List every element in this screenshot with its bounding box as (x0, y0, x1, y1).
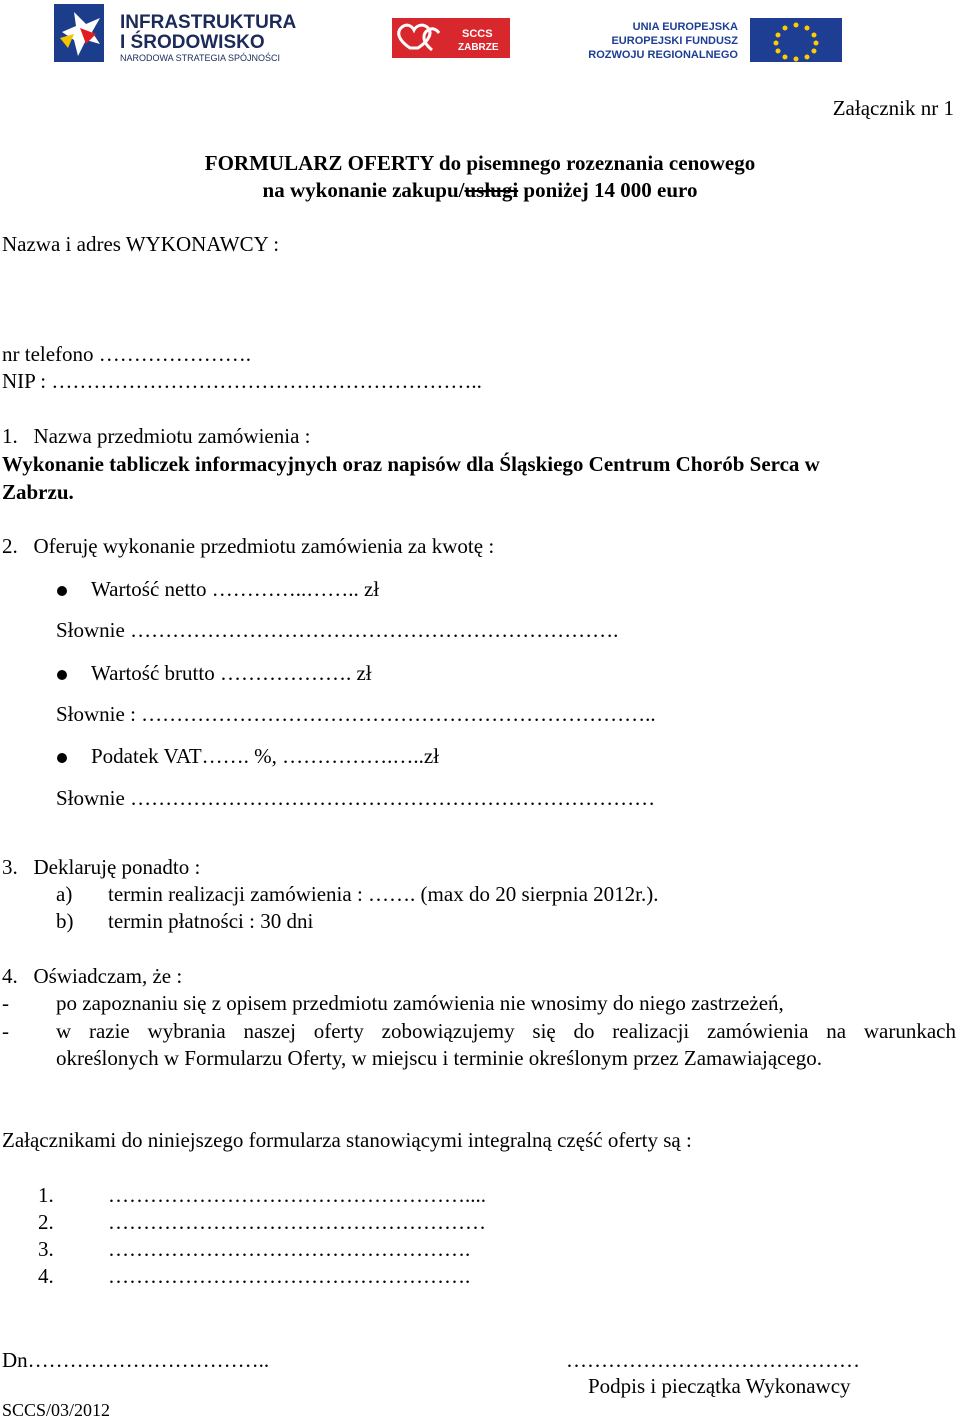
eu-logo (578, 16, 848, 64)
svg-text:UNIA EUROPEJSKA: UNIA EUROPEJSKA (632, 21, 738, 33)
sccs-heart-icon (392, 18, 510, 58)
form-title-line2 (150, 178, 810, 203)
svg-text:NARODOWA STRATEGIA SPÓJNOŚCI: NARODOWA STRATEGIA SPÓJNOŚCI (120, 53, 281, 63)
title-struck-word: usługi (464, 178, 519, 202)
item-a-letter: a) (56, 882, 73, 906)
declaration-line3: określonych w Formularzu Oferty, w miejscu i terminie określonym przez Zamawiającego. (56, 1046, 823, 1070)
svg-text:I ŚRODOWISKO: I ŚRODOWISKO (120, 32, 265, 53)
attachment-entry: ……………………………………………. (108, 1264, 471, 1288)
svg-text:EUROPEJSKI FUNDUSZ: EUROPEJSKI FUNDUSZ (611, 35, 738, 47)
sccs-zabrze-logo (392, 18, 510, 58)
order-subject-line1: Wykonanie tabliczek informacyjnych oraz napisów dla Śląskiego Centrum Chorób Serca w (2, 452, 820, 476)
document-code: SCCS/03/2012 (2, 1400, 111, 1420)
payment-terms: termin płatności : 30 dni (108, 909, 314, 933)
net-value-field: Wartość netto …………..…….. zł (91, 577, 380, 601)
item-b-letter: b) (56, 909, 74, 933)
dash-marker: - (2, 991, 9, 1015)
infrastruktura-logo (52, 4, 352, 64)
bullet-icon (57, 753, 67, 763)
gross-value-field: Wartość brutto ………………. zł (91, 661, 372, 685)
dash-marker: - (2, 1019, 9, 1043)
signature-line: …………………………………… (566, 1348, 860, 1372)
phone-field: nr telefono …………………. (2, 342, 252, 366)
attachments-heading: Załącznikami do niniejszego formularza stanowiącymi integralną część oferty są : (2, 1128, 692, 1152)
order-subject-line2: Zabrzu. (2, 480, 74, 504)
attachment-number: 1. (38, 1183, 54, 1207)
infrastruktura-emblem-icon (52, 4, 352, 64)
section3-heading: 3. Deklaruję ponadto : (2, 855, 201, 879)
section2-heading: 2. Oferuję wykonanie przedmiotu zamówienia za kwotę : (2, 534, 495, 558)
attachment-entry: …………………………………………….... (108, 1183, 486, 1207)
declaration-line2: w razie wybrania naszej oferty zobowiązujemy się do realizacji zamówienia na warunkach (56, 1019, 956, 1043)
svg-text:ZABRZE: ZABRZE (458, 42, 499, 53)
svg-text:ROZWOJU REGIONALNEGO: ROZWOJU REGIONALNEGO (588, 49, 738, 61)
attachment-number: 3. (38, 1237, 54, 1261)
nip-field: NIP : …………………………………………………….. (2, 369, 482, 393)
title-part-a: na wykonanie zakupu/ (262, 178, 465, 202)
signature-label: Podpis i pieczątka Wykonawcy (588, 1374, 851, 1398)
eu-flag-icon (578, 16, 848, 64)
delivery-deadline: termin realizacji zamówienia : ……. (max do 20 sierpnia 2012r.). (108, 882, 659, 906)
form-title-line1: FORMULARZ OFERTY do pisemnego rozeznania cenowego (204, 151, 756, 175)
svg-text:SCCS: SCCS (462, 28, 493, 40)
title-part-b: poniżej 14 000 euro (518, 178, 698, 202)
attachment-number: 4. (38, 1264, 54, 1288)
bullet-icon (57, 670, 67, 680)
net-value-words: Słownie ……………………………………………………………. (56, 618, 619, 642)
vat-field: Podatek VAT……. %, …………….…..zł (91, 744, 440, 768)
attachment-number: Załącznik nr 1 (832, 96, 954, 120)
declaration-line1: po zapoznaniu się z opisem przedmiotu zamówienia nie wnosimy do niego zastrzeżeń, (56, 991, 784, 1015)
bullet-icon (57, 586, 67, 596)
svg-text:INFRASTRUKTURA: INFRASTRUKTURA (120, 12, 297, 33)
gross-value-words: Słownie : ……………………………………………………………….. (56, 702, 656, 726)
section4-heading: 4. Oświadczam, że : (2, 964, 183, 988)
attachment-entry: ……………………………………………. (108, 1237, 471, 1261)
vat-words: Słownie ………………………………………………………………… (56, 786, 656, 810)
attachment-number: 2. (38, 1210, 54, 1234)
section1-heading: 1. Nazwa przedmiotu zamówienia : (2, 424, 311, 448)
attachment-entry: ……………………………………………… (108, 1210, 486, 1234)
contractor-name-label: Nazwa i adres WYKONAWCY : (2, 232, 280, 256)
date-field: Dn…………………………….. (2, 1348, 270, 1372)
